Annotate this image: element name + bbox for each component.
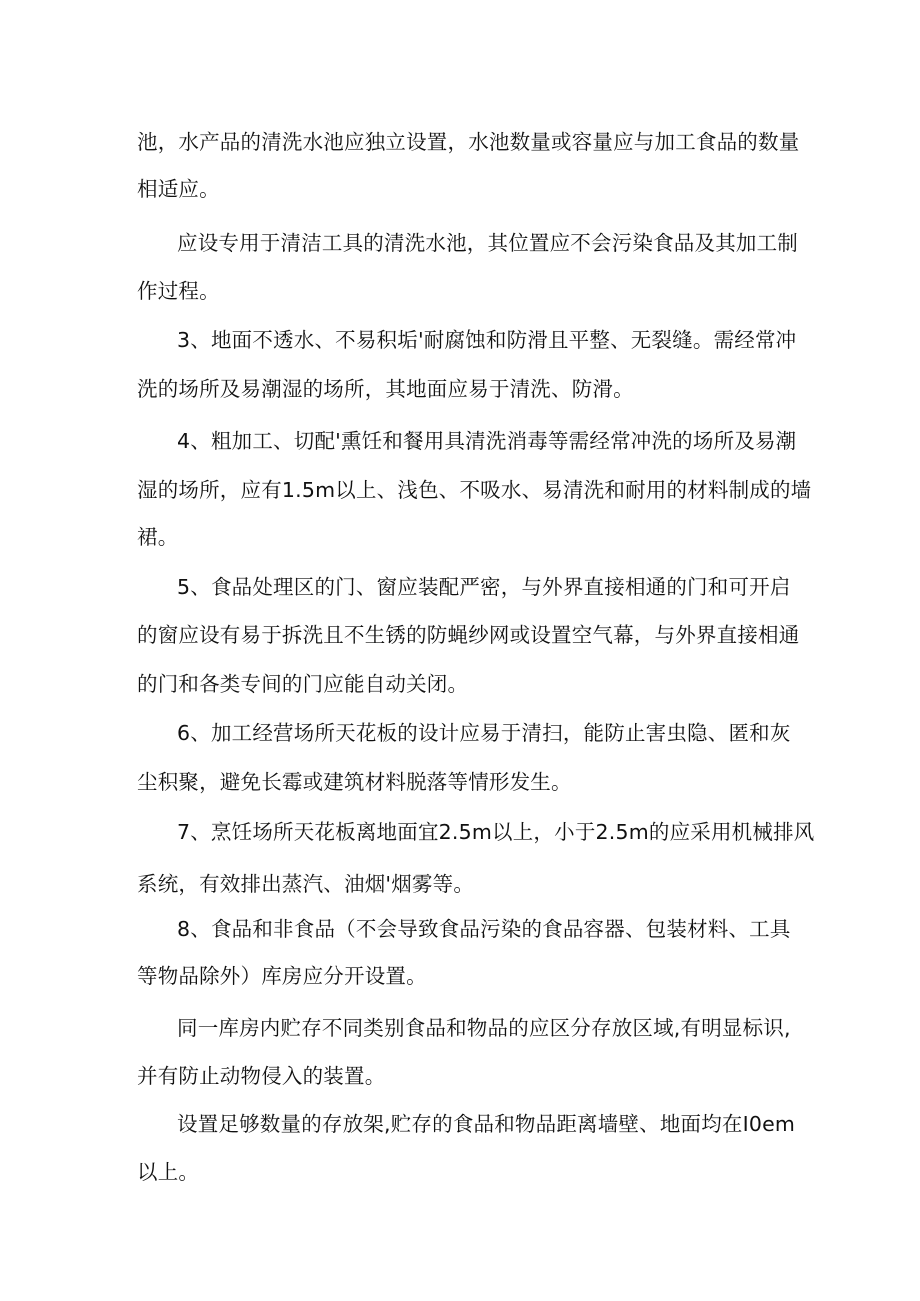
text-line: 8、食品和非食品（不会导致食品污染的食品容器、包装材料、工具 [177,917,791,941]
text-line: 湿的场所，应有1.5m以上、浅色、不吸水、易清洗和耐用的材料制成的墙 [137,478,812,502]
text-line: 相适应。 [137,177,220,201]
text-line: 的窗应设有易于拆洗且不生锈的防蝇纱网或设置空气幕，与外界直接相通 [137,623,800,647]
text-line: 5、食品处理区的门、窗应装配严密，与外界直接相通的门和可开启 [177,575,791,599]
text-line: 等物品除外）库房应分开设置。 [137,964,427,988]
text-line: 系统，有效排出蒸汽、油烟'烟雾等。 [137,872,475,896]
text-line: 应设专用于清洁工具的清洗水池，其位置应不会污染食品及其加工制 [177,231,798,255]
text-line: 以上。 [137,1160,200,1184]
text-line: 同一库房内贮存不同类别食品和物品的应区分存放区域,有明显标识, [177,1016,791,1040]
text-line: 作过程。 [137,279,220,303]
text-line: 并有防止动物侵入的装置。 [137,1064,386,1088]
text-line: 设置足够数量的存放架,贮存的食品和物品距离墙壁、地面均在I0em [177,1112,796,1136]
text-line: 3、地面不透水、不易积垢'耐腐蚀和防滑且平整、无裂缝。需经常冲 [177,328,797,352]
text-line: 池，水产品的清洗水池应独立设置，水池数量或容量应与加工食品的数量 [137,130,800,154]
text-line: 的门和各类专间的门应能自动关闭。 [137,672,469,696]
text-line: 7、烹饪场所天花板离地面宜2.5m以上，小于2.5m的应采用机械排风 [177,820,815,844]
text-line: 尘积聚，避免长霉或建筑材料脱落等情形发生。 [137,770,572,794]
text-line: 6、加工经营场所天花板的设计应易于清扫，能防止害虫隐、匿和灰 [177,721,791,745]
text-line: 4、粗加工、切配'熏饪和餐用具清洗消毒等需经常冲洗的场所及易潮 [177,429,797,453]
text-line: 洗的场所及易潮湿的场所，其地面应易于清洗、防滑。 [137,377,634,401]
text-line: 裙。 [137,525,179,549]
